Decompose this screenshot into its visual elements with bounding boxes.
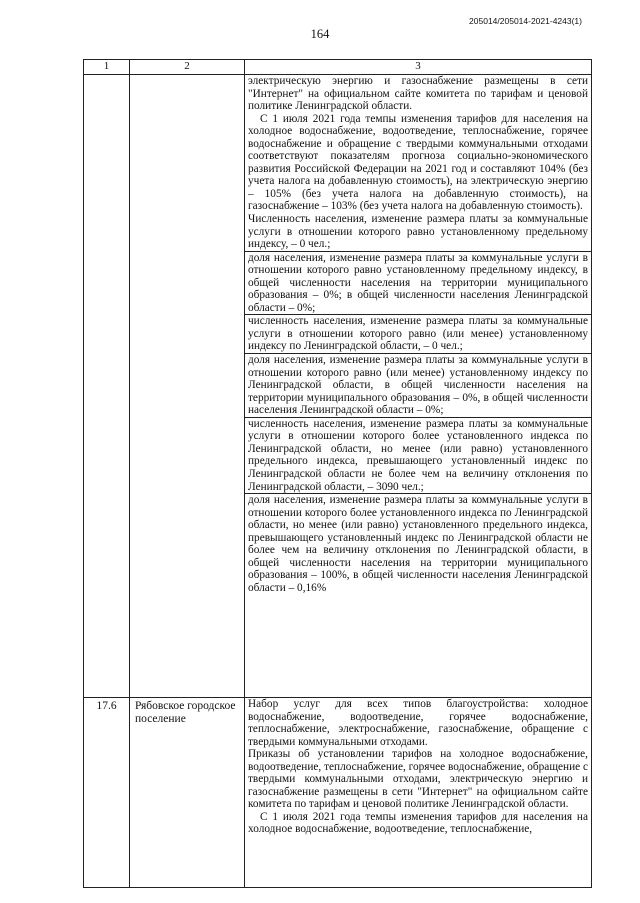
page-number: 164 <box>310 27 330 41</box>
paragraph: численность населения, изменение размера платы за коммунальные услуги в отношении которого равно (или менее) установленному индексу по Ленинградской области, – 0 чел.; <box>248 315 588 353</box>
row-number: 17.6 <box>84 698 130 888</box>
paragraph: электрическую энергию и газоснабжение размещены в сети "Интернет" на официальном сайте комитета по тарифам и ценовой политике Ленинградской области. <box>248 75 588 113</box>
paragraph: доля населения, изменение размера платы за коммунальные услуги в отношении которого равно установленному предельному индексу, в общей численности населения на территории муниципального образования – 0%; в общей численности населения Ленинградской области – 0%; <box>248 251 588 314</box>
row-description <box>245 75 592 698</box>
paragraph: Набор услуг для всех типов благоустройства: холодное водоснабжение, водоотведение, горячее водоснабжение, теплоснабжение, электроснабжение, газоснабжение, обращение с твердыми коммунальными отходами. <box>248 698 588 748</box>
text-block <box>245 251 591 315</box>
content-table <box>83 59 592 888</box>
row-number <box>84 75 130 698</box>
text-block <box>245 698 591 836</box>
text-block <box>245 353 591 417</box>
row-description <box>245 698 592 888</box>
column-header: 3 <box>245 60 592 75</box>
table-row <box>84 75 592 698</box>
paragraph: С 1 июля 2021 года темпы изменения тарифов для населения на холодное водоснабжение, водоотведение, теплоснабжение, горячее водоснабжение и обращение с твердыми коммунальными отходами соответствуют показателям прогноза социально-экономического развития Российской Федерации на 2021 год и составляют 104% (без учета налога на добавленную стоимость), на электрическую энергию – 105% (без учета налога на добавленную стоимость), на газоснабжение – 103% (без учета налога на добавленную стоимость). <box>248 112 588 213</box>
text-block <box>245 75 591 251</box>
table-row <box>84 698 592 888</box>
paragraph: доля населения, изменение размера платы за коммунальные услуги в отношении которого более установленного индекса по Ленинградской области, но менее (или равно) установленного предельного индекса, превышающего установленный индекс по Ленинградской области не более чем на величину отклонения по Ленинградской области, в общей численности населения на территории муниципального образования – 100%, в общей численности населения Ленинградской области – 0,16% <box>248 494 588 594</box>
paragraph: Приказы об установлении тарифов на холодное водоснабжение, водоотведение, теплоснабжение, горячее водоснабжение, обращение с твердыми коммунальными отходами, электрическую энергию и газоснабжение размещены в сети "Интернет" на официальном сайте комитета по тарифам и ценовой политике Ленинградской области. <box>248 748 588 811</box>
column-header: 1 <box>84 60 130 75</box>
document-id: 205014/205014-2021-4243(1) <box>469 16 582 26</box>
settlement-name: Рябовское городское поселение <box>130 698 245 888</box>
paragraph: Численность населения, изменение размера платы за коммунальные услуги в отношении которого равно установленному предельному индексу, – 0 чел.; <box>248 213 588 251</box>
column-header: 2 <box>130 60 245 75</box>
paragraph: доля населения, изменение размера платы за коммунальные услуги в отношении которого равно (или менее) установленному индексу по Ленинградской области, в общей численности населения на территории муниципального образования – 0%, в общей численности населения Ленинградской области – 0%; <box>248 354 588 417</box>
paragraph: С 1 июля 2021 года темпы изменения тарифов для населения на холодное водоснабжение, водоотведение, теплоснабжение, <box>248 810 588 836</box>
text-block <box>245 493 591 594</box>
table-header-row <box>84 60 592 75</box>
settlement-name <box>130 75 245 698</box>
text-block <box>245 314 591 353</box>
paragraph: численность населения, изменение размера платы за коммунальные услуги в отношении которого более установленного индекса по Ленинградской области, но менее (или равно) установленного предельного индекса, превышающего установленный индекс по Ленинградской области не более чем на величину отклонения по Ленинградской области, – 3090 чел.; <box>248 417 588 493</box>
text-block <box>245 417 591 493</box>
